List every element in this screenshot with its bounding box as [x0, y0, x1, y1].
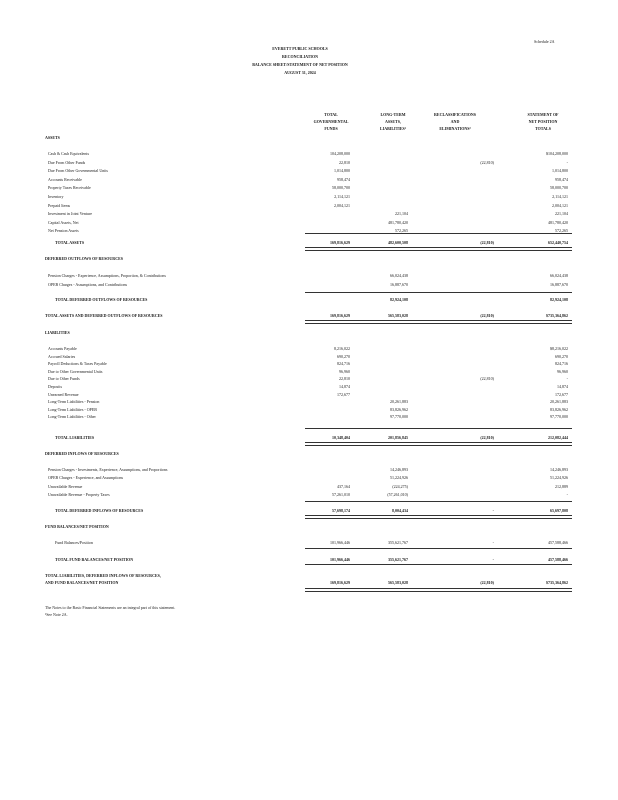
schedule-label: Schedule 2A: [534, 39, 555, 44]
amount-c4: 65,697,808: [550, 508, 568, 513]
note-line-1: The Notes to the Basic Financial Statements are an integral part of this statement.: [45, 605, 176, 610]
row-label: Pension Charges - Experience, Assumptions, Proportion, & Contributions: [48, 273, 166, 278]
row-label: Pension Charges - Investments, Experience, Assumptions, and Proportions: [48, 467, 168, 472]
amount-c3: (22,810): [480, 240, 494, 245]
column-header-c4: STATEMENT OF: [527, 112, 559, 117]
grand-total-c4: $735,364,862: [546, 580, 568, 585]
row-label: TOTAL FUND BALANCES/NET POSITION: [55, 557, 134, 562]
amount-c4: 457,588,466: [548, 557, 568, 562]
amount-c4: $735,364,862: [546, 313, 568, 318]
amount-c4: 481,780,420: [548, 219, 568, 225]
amount-c3: (22,810): [480, 435, 494, 440]
amount-c4: -: [566, 159, 568, 165]
column-header-c2: LIABILITIES¹: [380, 126, 406, 131]
row-label: Net Pension Assets: [48, 228, 79, 234]
title-line-2: RECONCILIATION: [282, 54, 318, 59]
rule: [305, 292, 572, 293]
amount-c2: 221,104: [395, 211, 408, 217]
amount-c2: 355,621,767: [388, 557, 408, 562]
amount-c1: 101,966,446: [330, 540, 350, 545]
amount-c2: 66,024,438: [390, 273, 408, 278]
amount-c3: -: [492, 540, 494, 545]
amount-c4: 66,024,438: [550, 273, 568, 278]
amount-c4: 457,588,466: [548, 540, 568, 545]
amount-c4: 2,114,121: [552, 194, 568, 199]
double-rule: [305, 320, 572, 324]
column-header-c4: NET POSITION: [528, 119, 558, 124]
row-label: Due From Other Funds: [48, 159, 86, 165]
amount-c2: 572,265: [395, 228, 408, 234]
row-label: Payroll Deductions & Taxes Payable: [48, 361, 107, 367]
amount-c2: 20,261,883: [390, 399, 408, 405]
amount-c1: 101,966,446: [330, 557, 350, 562]
amount-c1: 1,014,800: [334, 168, 350, 174]
amount-c4: 14,874: [557, 384, 568, 389]
amount-c1: 169,816,629: [330, 313, 350, 318]
amount-c4: 221,104: [555, 211, 568, 217]
amount-c3: (22,810): [480, 313, 494, 318]
amount-c4: 16,887,670: [550, 281, 568, 287]
amount-c2: 201,856,845: [388, 435, 408, 440]
amount-c1: 22,810: [339, 159, 350, 165]
amount-c4: 14,246,893: [550, 467, 568, 472]
title-line-3: BALANCE SHEET/STATEMENT OF NET POSITION: [252, 62, 348, 67]
row-label: OPEB Charges - Experience, and Assumptions: [48, 475, 124, 481]
row-label: Property Taxes Receivable: [48, 185, 91, 191]
title-line-4: AUGUST 31, 2024: [284, 70, 316, 75]
row-label: Deposits: [48, 384, 62, 389]
amount-c2: (224,275): [392, 483, 408, 489]
row-label: Cash & Cash Equivalents: [48, 151, 89, 156]
amount-c4: $104,208,000: [546, 151, 568, 156]
row-label: Accounts Payable: [48, 346, 77, 351]
amount-c2: 16,887,670: [390, 281, 408, 287]
amount-c1: 104,208,000: [330, 151, 350, 156]
row-label: Long-Term Liabilities - Other: [48, 414, 96, 420]
amount-c1: 169,816,629: [330, 240, 350, 245]
column-header-c1: FUNDS: [324, 126, 338, 131]
column-header-c4: TOTALS: [535, 126, 551, 131]
title-line-1: EVERETT PUBLIC SCHOOLS: [272, 46, 328, 51]
amount-c1: 58,000,700: [332, 185, 350, 191]
amount-c4: 690,270: [555, 353, 568, 359]
section-fund-balances: FUND BALANCES/NET POSITION: [45, 524, 109, 529]
row-label: TOTAL DEFERRED INFLOWS OF RESOURCES: [55, 508, 144, 513]
amount-c3: -: [492, 508, 494, 513]
amount-c4: 172,677: [555, 391, 568, 397]
row-label: TOTAL ASSETS: [55, 240, 85, 245]
double-rule: [305, 442, 572, 446]
column-header-c1: TOTAL: [324, 112, 338, 117]
double-rule: [305, 588, 572, 592]
amount-c4: 958,474: [555, 176, 568, 182]
row-label: TOTAL ASSETS AND DEFERRED OUTFLOWS OF RESOURCES: [45, 313, 163, 318]
row-label: TOTAL LIABILITIES: [55, 435, 95, 440]
amount-c1: 22,810: [339, 376, 350, 382]
amount-c4: -: [566, 491, 568, 497]
amount-c3: (22,810): [480, 376, 494, 382]
amount-c2: 8,004,434: [392, 508, 408, 513]
amount-c4: 82,924,108: [550, 297, 568, 302]
amount-c1: 57,698,174: [332, 508, 350, 513]
grand-total-label-1: TOTAL LIABILITIES, DEFERRED INFLOWS OF RESOURCES,: [45, 573, 161, 578]
amount-c4: 652,440,754: [548, 240, 568, 245]
amount-c2: (57,261,010): [387, 491, 408, 497]
row-label: Capital Assets, Net: [48, 219, 79, 225]
row-label: Due to Other Governmental Units: [48, 368, 103, 374]
amount-c1: 2,004,121: [334, 202, 350, 208]
amount-c2: 14,246,893: [390, 467, 408, 472]
amount-c2: 97,770,000: [390, 414, 408, 420]
row-label: Accrued Salaries: [48, 353, 76, 359]
amount-c4: 212,082,444: [548, 435, 568, 440]
amount-c4: 1,014,800: [552, 168, 568, 174]
column-header-c2: ASSETS,: [385, 119, 401, 124]
row-label: Accounts Receivable: [48, 176, 82, 182]
row-label: Inventory: [48, 194, 64, 199]
section-assets: ASSETS: [45, 135, 60, 140]
grand-total-c3: (22,810): [480, 580, 494, 585]
rule: [305, 564, 572, 565]
amount-c4: 824,716: [555, 361, 568, 367]
amount-c4: 20,261,883: [550, 399, 568, 405]
rule: [305, 233, 572, 234]
amount-c1: 690,270: [337, 353, 350, 359]
row-label: Prepaid Items: [48, 202, 71, 208]
amount-c4: 58,000,700: [550, 185, 568, 191]
amount-c2: 82,924,108: [390, 297, 408, 302]
amount-c4: 97,770,000: [550, 414, 568, 420]
amount-c2: 83,826,962: [390, 406, 408, 412]
row-label: OPEB Charges - Assumptions, and Contributions: [48, 281, 128, 287]
amount-c1: 958,474: [337, 176, 350, 182]
double-rule: [305, 515, 572, 519]
amount-c1: 96,960: [339, 368, 350, 374]
row-label: Unavailable Revenue: [48, 483, 83, 489]
amount-c4: 96,960: [557, 368, 568, 374]
amount-c1: 8,216,022: [334, 346, 350, 351]
column-header-c3: RECLASSIFICATIONS: [434, 112, 476, 117]
amount-c4: 83,826,962: [550, 406, 568, 412]
rule: [305, 428, 572, 429]
double-rule: [305, 247, 572, 251]
row-label: Fund Balances/Position: [55, 540, 93, 545]
amount-c4: 572,265: [555, 228, 568, 234]
amount-c1: 437,164: [337, 483, 350, 489]
rule: [305, 501, 572, 502]
row-label: Unavailable Revenue - Property Taxes: [48, 491, 110, 497]
amount-c4: 2,004,121: [552, 202, 568, 208]
amount-c4: $8,216,022: [550, 346, 568, 351]
amount-c3: -: [492, 557, 494, 562]
amount-c1: 10,348,404: [332, 435, 350, 440]
row-label: Investment in Joint Venture: [48, 211, 93, 217]
amount-c1: 824,716: [337, 361, 350, 367]
row-label: Long-Term Liabilities - Pension: [48, 399, 100, 405]
amount-c4: 212,889: [555, 483, 568, 489]
column-header-c3: ELIMINATIONS²: [439, 126, 471, 131]
column-header-c3: AND: [450, 119, 460, 124]
grand-total-c2: 565,583,028: [388, 580, 408, 585]
column-header-c1: GOVERNMENTAL: [313, 119, 349, 124]
note-line-2: ¹See Note 2A.: [45, 612, 68, 617]
amount-c4: 51,224,926: [550, 475, 568, 481]
amount-c1: 172,677: [337, 391, 350, 397]
grand-total-c1: 169,816,629: [330, 580, 350, 585]
row-label: Long-Term Liabilities - OPEB: [48, 406, 97, 412]
amount-c1: 57,261,010: [332, 491, 350, 497]
rule: [305, 548, 572, 549]
amount-c1: 14,874: [339, 384, 350, 389]
amount-c2: 481,780,420: [388, 219, 408, 225]
row-label: Due to Other Funds: [48, 376, 80, 382]
amount-c2: 355,621,767: [388, 540, 408, 545]
column-header-c2: LONG-TERM: [380, 112, 406, 117]
row-label: TOTAL DEFERRED OUTFLOWS OF RESOURCES: [55, 297, 148, 302]
amount-c2: 51,224,926: [390, 475, 408, 481]
row-label: Unearned Revenue: [48, 391, 79, 397]
section-liabilities: LIABILITIES: [45, 330, 70, 335]
row-label: Due From Other Governmental Units: [48, 168, 108, 174]
section-deferred-outflows: DEFERRED OUTFLOWS OF RESOURCES: [45, 256, 123, 261]
amount-c3: (22,810): [480, 159, 494, 165]
amount-c1: 2,114,121: [334, 194, 350, 199]
grand-total-label-2: AND FUND BALANCES/NET POSITION: [45, 580, 119, 585]
amount-c2: 565,583,028: [388, 313, 408, 318]
amount-c4: -: [566, 376, 568, 382]
amount-c2: 482,600,508: [388, 240, 408, 245]
section-deferred-inflows: DEFERRED INFLOWS OF RESOURCES: [45, 451, 119, 456]
